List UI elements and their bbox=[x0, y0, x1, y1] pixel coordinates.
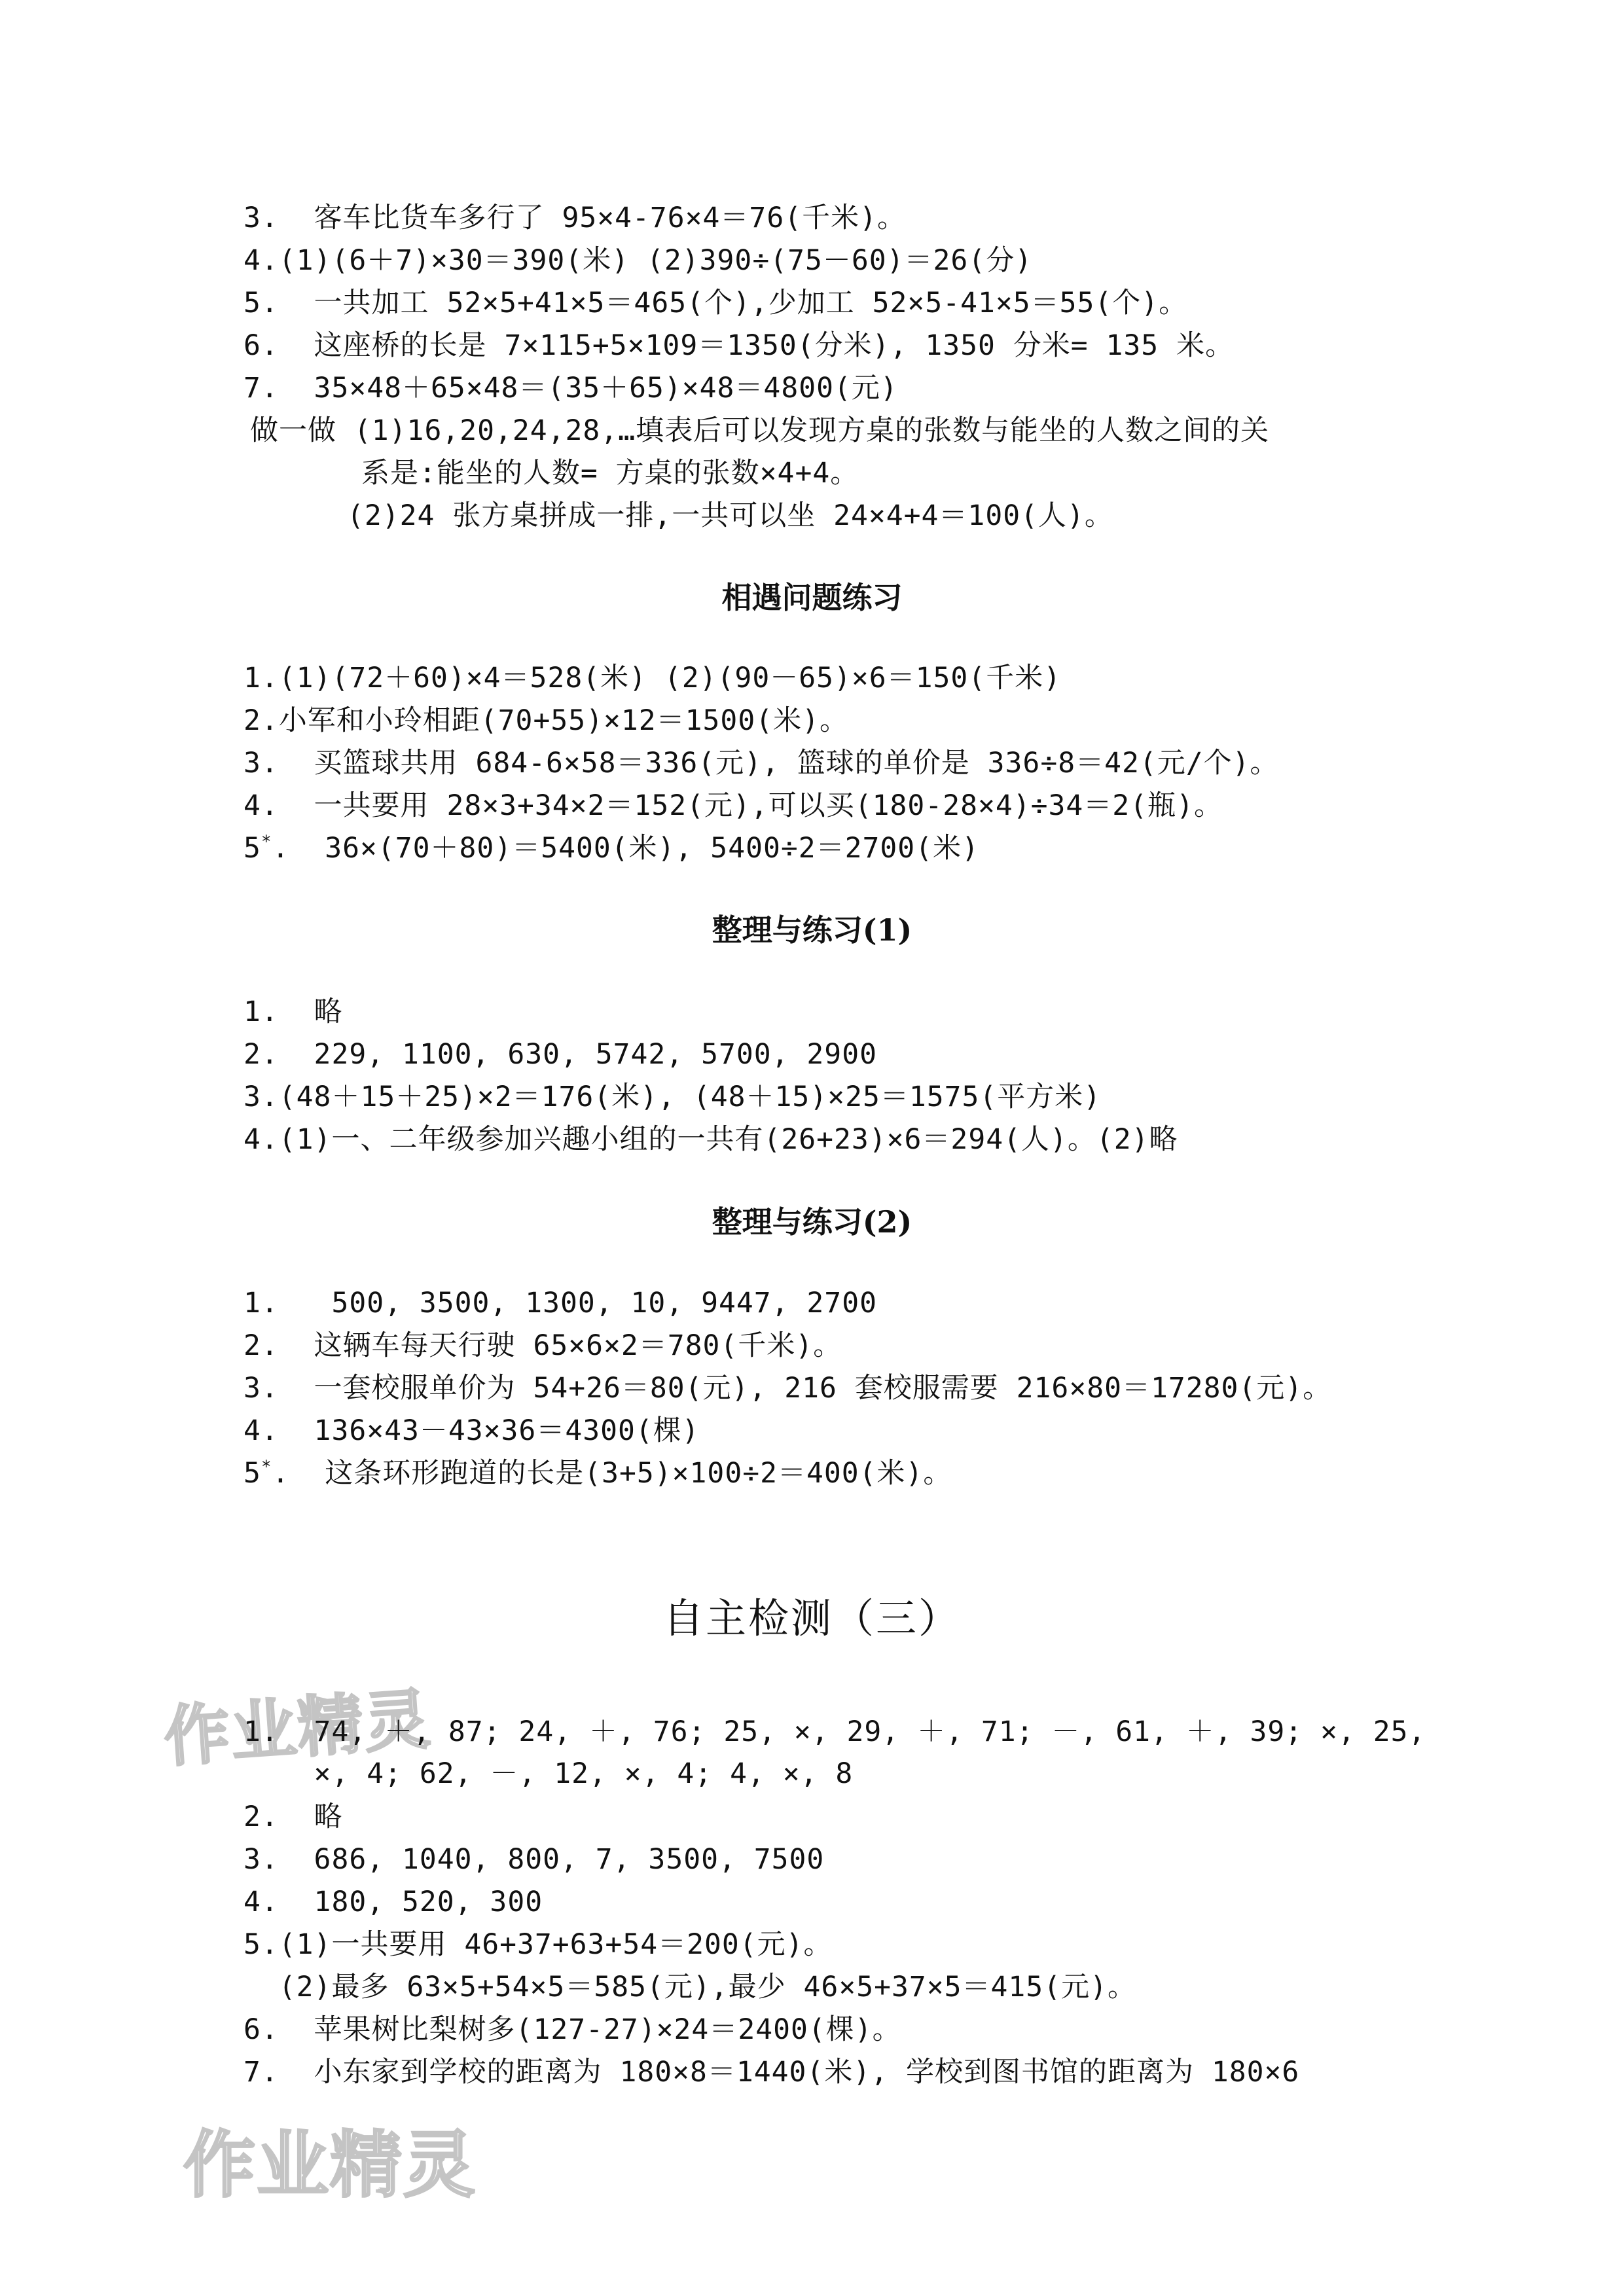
answer-line bbox=[244, 1456, 952, 1490]
answer-line: 3. 买篮球共用 684-6×58＝336(元), 篮球的单价是 336÷8＝42(元/个)。 bbox=[244, 747, 1279, 780]
section-heading: 相遇问题练习 bbox=[721, 580, 903, 615]
item-text: . 36×(70＋80)＝5400(米), 5400÷2＝2700(米) bbox=[272, 832, 979, 865]
item-text: . 这条环形跑道的长是(3+5)×100÷2＝400(米)。 bbox=[272, 1457, 952, 1490]
answer-line: 7. 35×48＋65×48＝(35＋65)×48＝4800(元) bbox=[244, 372, 898, 404]
challenge-star: * bbox=[261, 832, 272, 852]
answer-line: 4. 一共要用 28×3+34×2＝152(元),可以买(180-28×4)÷34＝2(瓶)。 bbox=[244, 789, 1223, 822]
answer-line: 1. 74, ＋, 87; 24, ＋, 76; 25, ×, 29, ＋, 71; －, 61, ＋, 39; ×, 25, bbox=[244, 1715, 1426, 1748]
answer-line: (2)24 张方桌拼成一排,一共可以坐 24×4+4＝100(人)。 bbox=[347, 499, 1113, 532]
challenge-star: * bbox=[261, 1457, 272, 1477]
answer-line: 4.(1)(6＋7)×30＝390(米) (2)390÷(75－60)＝26(分) bbox=[244, 244, 1033, 277]
answer-line: (2)最多 63×5+54×5＝585(元),最少 46×5+37×5＝415(元)。 bbox=[244, 1971, 1136, 2003]
page-title: 自主检测（三） bbox=[662, 1594, 961, 1642]
answer-line bbox=[244, 831, 979, 865]
item-number: 5 bbox=[244, 1457, 261, 1490]
watermark: 作业精灵 bbox=[162, 1680, 434, 1776]
answer-line: 做一做 (1)16,20,24,28,…填表后可以发现方桌的张数与能坐的人数之间的关 bbox=[250, 414, 1270, 447]
answer-line: 1. 500, 3500, 1300, 10, 9447, 2700 bbox=[244, 1287, 877, 1319]
answer-line: 2. 略 bbox=[244, 1801, 343, 1833]
answer-line: 3.(48＋15＋25)×2＝176(米), (48＋15)×25＝1575(平方米) bbox=[244, 1081, 1102, 1113]
answer-line: ×, 4; 62, －, 12, ×, 4; 4, ×, 8 bbox=[244, 1757, 854, 1790]
answer-line: 6. 苹果树比梨树多(127-27)×24＝2400(棵)。 bbox=[244, 2013, 901, 2046]
answer-line: 1. 略 bbox=[244, 996, 343, 1028]
answer-line: 5.(1)一共要用 46+37+63+54＝200(元)。 bbox=[244, 1928, 833, 1961]
section-heading: 整理与练习(1) bbox=[712, 912, 912, 948]
answer-line: 2. 这辆车每天行驶 65×6×2＝780(千米)。 bbox=[244, 1329, 842, 1362]
answer-line: 2.小军和小玲相距(70+55)×12＝1500(米)。 bbox=[244, 704, 848, 737]
answer-line: 6. 这座桥的长是 7×115+5×109＝1350(分米), 1350 分米= 135 米。 bbox=[244, 329, 1235, 362]
answer-line: 7. 小东家到学校的距离为 180×8＝1440(米), 学校到图书馆的距离为 180×6 bbox=[244, 2056, 1300, 2089]
section-heading: 整理与练习(2) bbox=[712, 1204, 912, 1240]
answer-line: 3. 686, 1040, 800, 7, 3500, 7500 bbox=[244, 1843, 825, 1876]
item-number: 5 bbox=[244, 832, 261, 865]
answer-line: 2. 229, 1100, 630, 5742, 5700, 2900 bbox=[244, 1038, 877, 1071]
answer-line: 1.(1)(72＋60)×4＝528(米) (2)(90－65)×6＝150(千米) bbox=[244, 662, 1062, 694]
watermark: 作业精灵 bbox=[183, 2123, 477, 2207]
answer-line: 3. 客车比货车多行了 95×4-76×4＝76(千米)。 bbox=[244, 202, 906, 234]
answer-line: 3. 一套校服单价为 54+26＝80(元), 216 套校服需要 216×80＝17280(元)。 bbox=[244, 1372, 1332, 1405]
answer-line: 4. 180, 520, 300 bbox=[244, 1886, 543, 1918]
answer-line: 4.(1)一、二年级参加兴趣小组的一共有(26+23)×6＝294(人)。(2)略 bbox=[244, 1123, 1178, 1156]
answer-line: 系是:能坐的人数= 方桌的张数×4+4。 bbox=[361, 457, 859, 490]
answer-line: 4. 136×43－43×36＝4300(棵) bbox=[244, 1414, 700, 1447]
answer-line: 5. 一共加工 52×5+41×5＝465(个),少加工 52×5-41×5＝55(个)。 bbox=[244, 287, 1188, 319]
